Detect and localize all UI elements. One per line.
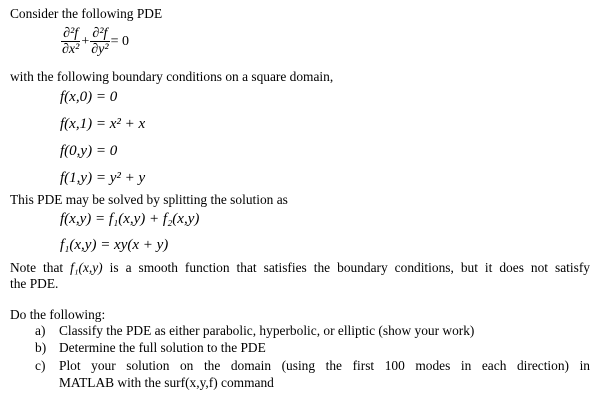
bc-2: f(x,1) = x² + x [60, 116, 146, 132]
bc-4: f(1,y) = y² + y [60, 170, 146, 186]
note-function: f₁(x,y) [70, 260, 103, 275]
bc-1: f(x,0) = 0 [60, 89, 118, 105]
split-equation-1: f(x,y) = f₁(x,y) + f₂(x,y) [60, 211, 200, 227]
denominator: ∂x² [62, 42, 80, 57]
note-line-1 [10, 260, 590, 276]
task-b [35, 340, 266, 356]
split-intro-text: This PDE may be solved by splitting the solution as [10, 192, 288, 207]
numerator: ∂²f [90, 26, 109, 42]
task-text: Determine the full solution to the PDE [59, 340, 266, 355]
task-label: b) [35, 340, 47, 355]
denominator: ∂y² [91, 42, 109, 57]
tasks-intro-text: Do the following: [10, 307, 106, 322]
task-a [35, 323, 474, 339]
pde-equation [61, 26, 130, 57]
task-text: Classify the PDE as either parabolic, hyperbolic, or elliptic (show your work) [59, 323, 475, 338]
task-label: a) [35, 323, 46, 338]
intro-text: Consider the following PDE [10, 6, 163, 21]
fraction-fyy [90, 26, 109, 57]
task-c [35, 358, 59, 374]
note-post: is a smooth function that satisfies the boundary conditions, but it does not satisfy [109, 260, 590, 275]
fraction-fxx [61, 26, 80, 57]
note-pre: Note that [10, 260, 64, 275]
bc-3: f(0,y) = 0 [60, 143, 118, 159]
task-c-line-2: MATLAB with the surf(x,y,f) command [59, 375, 274, 390]
numerator: ∂²f [61, 26, 80, 42]
split-equation-2: f₁(x,y) = xy(x + y) [60, 237, 169, 253]
task-c-text: Plot your solution on the domain (using the first 100 modes in each direction) in [59, 358, 590, 373]
task-label: c) [35, 358, 46, 373]
rhs: = 0 [110, 33, 129, 49]
note-line-2: the PDE. [10, 276, 59, 291]
bc-intro-text: with the following boundary conditions on a square domain, [10, 69, 334, 84]
plus-sign: + [81, 33, 90, 49]
